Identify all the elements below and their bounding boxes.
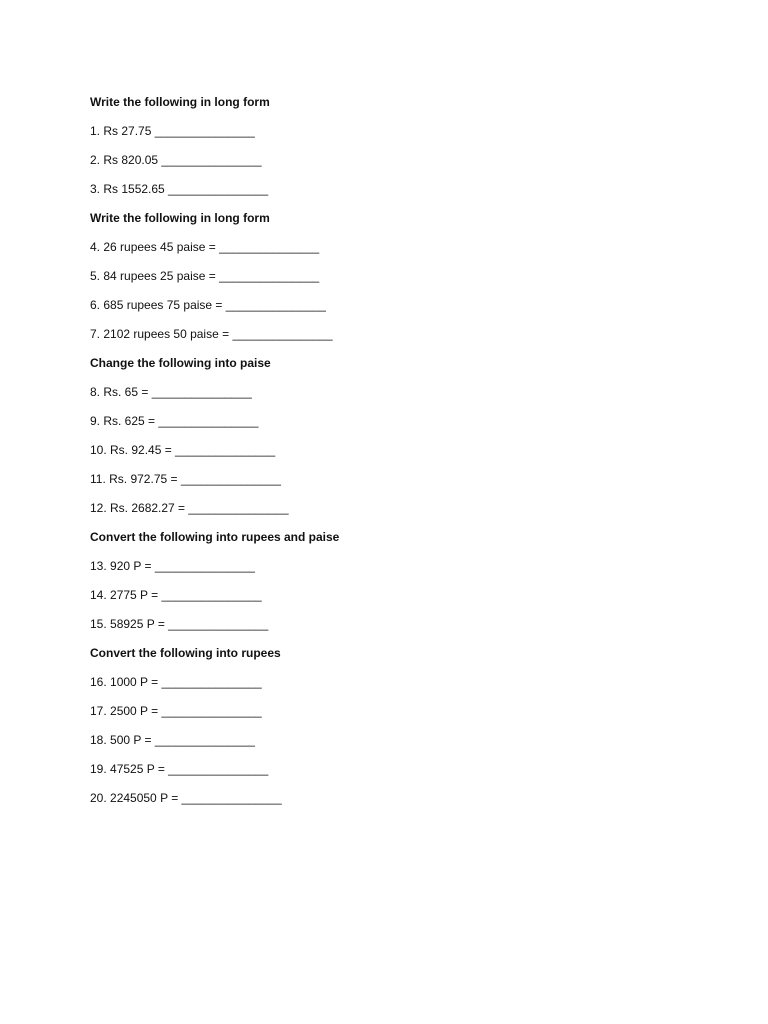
question-3: 3. Rs 1552.65 _______________ — [90, 182, 269, 196]
question-16: 16. 1000 P = _______________ — [90, 675, 262, 689]
section-heading-long-form-2: Write the following in long form — [90, 211, 270, 225]
section-heading-into-rupees: Convert the following into rupees — [90, 646, 281, 660]
question-11: 11. Rs. 972.75 = _______________ — [90, 472, 281, 486]
question-19: 19. 47525 P = _______________ — [90, 762, 269, 776]
question-8: 8. Rs. 65 = _______________ — [90, 385, 252, 399]
question-13: 13. 920 P = _______________ — [90, 559, 255, 573]
question-1: 1. Rs 27.75 _______________ — [90, 124, 255, 138]
question-4: 4. 26 rupees 45 paise = _______________ — [90, 240, 320, 254]
question-7: 7. 2102 rupees 50 paise = _______________ — [90, 327, 333, 341]
question-20: 20. 2245050 P = _______________ — [90, 791, 282, 805]
section-heading-rupees-and-paise: Convert the following into rupees and paise — [90, 530, 340, 544]
question-14: 14. 2775 P = _______________ — [90, 588, 262, 602]
question-6: 6. 685 rupees 75 paise = _______________ — [90, 298, 326, 312]
question-12: 12. Rs. 2682.27 = _______________ — [90, 501, 289, 515]
question-18: 18. 500 P = _______________ — [90, 733, 255, 747]
question-5: 5. 84 rupees 25 paise = _______________ — [90, 269, 320, 283]
question-10: 10. Rs. 92.45 = _______________ — [90, 443, 276, 457]
question-15: 15. 58925 P = _______________ — [90, 617, 269, 631]
section-heading-long-form-1: Write the following in long form — [90, 95, 270, 109]
question-2: 2. Rs 820.05 _______________ — [90, 153, 262, 167]
worksheet — [90, 93, 690, 818]
question-9: 9. Rs. 625 = _______________ — [90, 414, 259, 428]
question-17: 17. 2500 P = _______________ — [90, 704, 262, 718]
section-heading-into-paise: Change the following into paise — [90, 356, 271, 370]
